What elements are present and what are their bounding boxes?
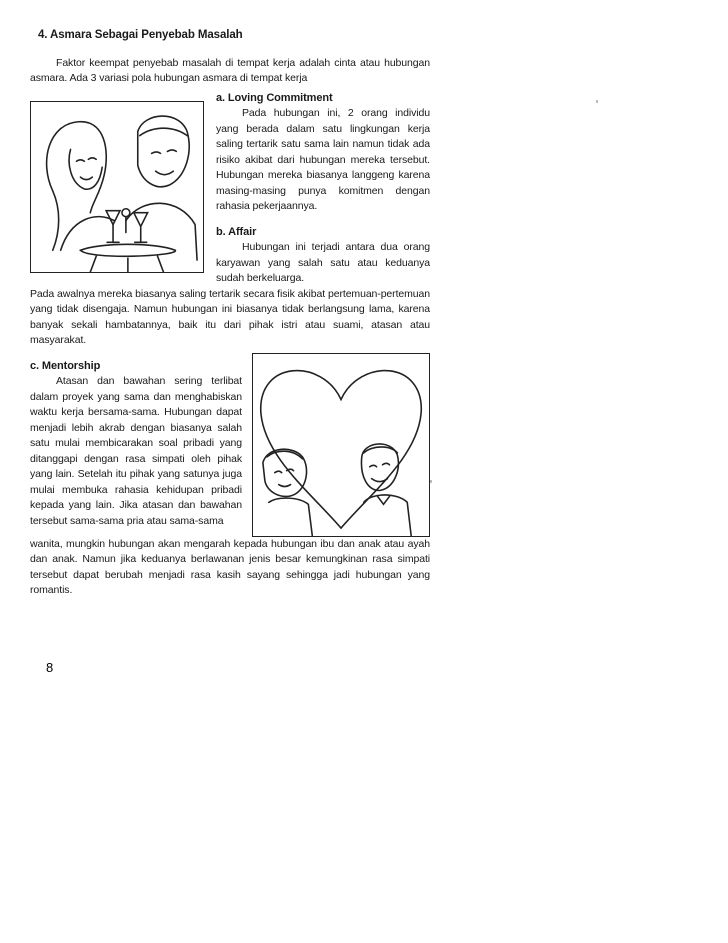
mentorship-body-part2: wanita, mungkin hubungan akan mengarah kepada hubungan ibu dan anak atau ayah dan anak. Namun jika keduanya berlawanan jenis besar kemungkinan rasa simpati tersebut dapat berubah menjadi rasa kasih sayang sehingga jadi hubungan yang romantis. [30,537,430,596]
section-heading: 4. Asmara Sebagai Penyebab Masalah [38,29,243,41]
affair-body-part2: Pada awalnya mereka biasanya saling tertarik secara fisik akibat pertemuan-pertemuan yang tidak disengaja. Namun hubungan ini biasanya tidak berlangsung lama, karena banyak sekali hambatannya, baik itu dari pihak istri atau suami, atasan atau masyarakat. [30,287,430,346]
mentorship-block [30,359,430,537]
mentorship-heading: c. Mentorship [30,359,101,372]
intro-paragraph: Faktor keempat penyebab masalah di tempat kerja adalah cinta atau hubungan asmara. Ada 3 variasi pola hubungan asmara di tempat kerja [30,56,430,84]
couple-illustration [30,101,204,273]
loving-commitment-heading: a. Loving Commitment [216,91,333,104]
mentorship-body-part1: Atasan dan bawahan sering terlibat dalam proyek yang sama dan menghabiskan waktu kerja bersama-sama. Hubungan dapat menjadi lebih akrab dengan biasanya salah satu mulai membicarakan soal pribadi yang ditanggapi dengan rasa simpati oleh pihak yang lain. Setelah itu pihak yang satunya juga mulai membuka rahasia kehidupan pribadi kepada yang lain. Jika atasan dan bawahan tersebut sama-sama pria atau sama-sama [30,375,242,527]
page-number: 8 [46,660,54,675]
loving-commitment-block [30,91,430,287]
scan-speck [596,100,598,103]
mentorship-text [30,359,242,537]
couple-drawing [31,102,203,272]
scanned-page [30,28,430,599]
loving-commitment-body: Pada hubungan ini, 2 orang individu yang berada dalam satu lingkungan kerja saling tertarik satu sama lain namun tidak ada risiko akibat dari hubungan mereka tersebut. Hubungan mereka biasanya langgeng karena masing-masing punya komitmen dengan rahasia pekerjaannya. [216,107,430,212]
heart-drawing [253,354,429,536]
loving-commitment-text [216,91,430,287]
heart-illustration [252,353,430,537]
affair-body-part1: Hubungan ini terjadi antara dua orang karyawan yang salah satu atau keduanya sudah berkeluarga. [216,241,430,284]
affair-heading: b. Affair [216,225,257,238]
scan-speck [430,480,432,483]
